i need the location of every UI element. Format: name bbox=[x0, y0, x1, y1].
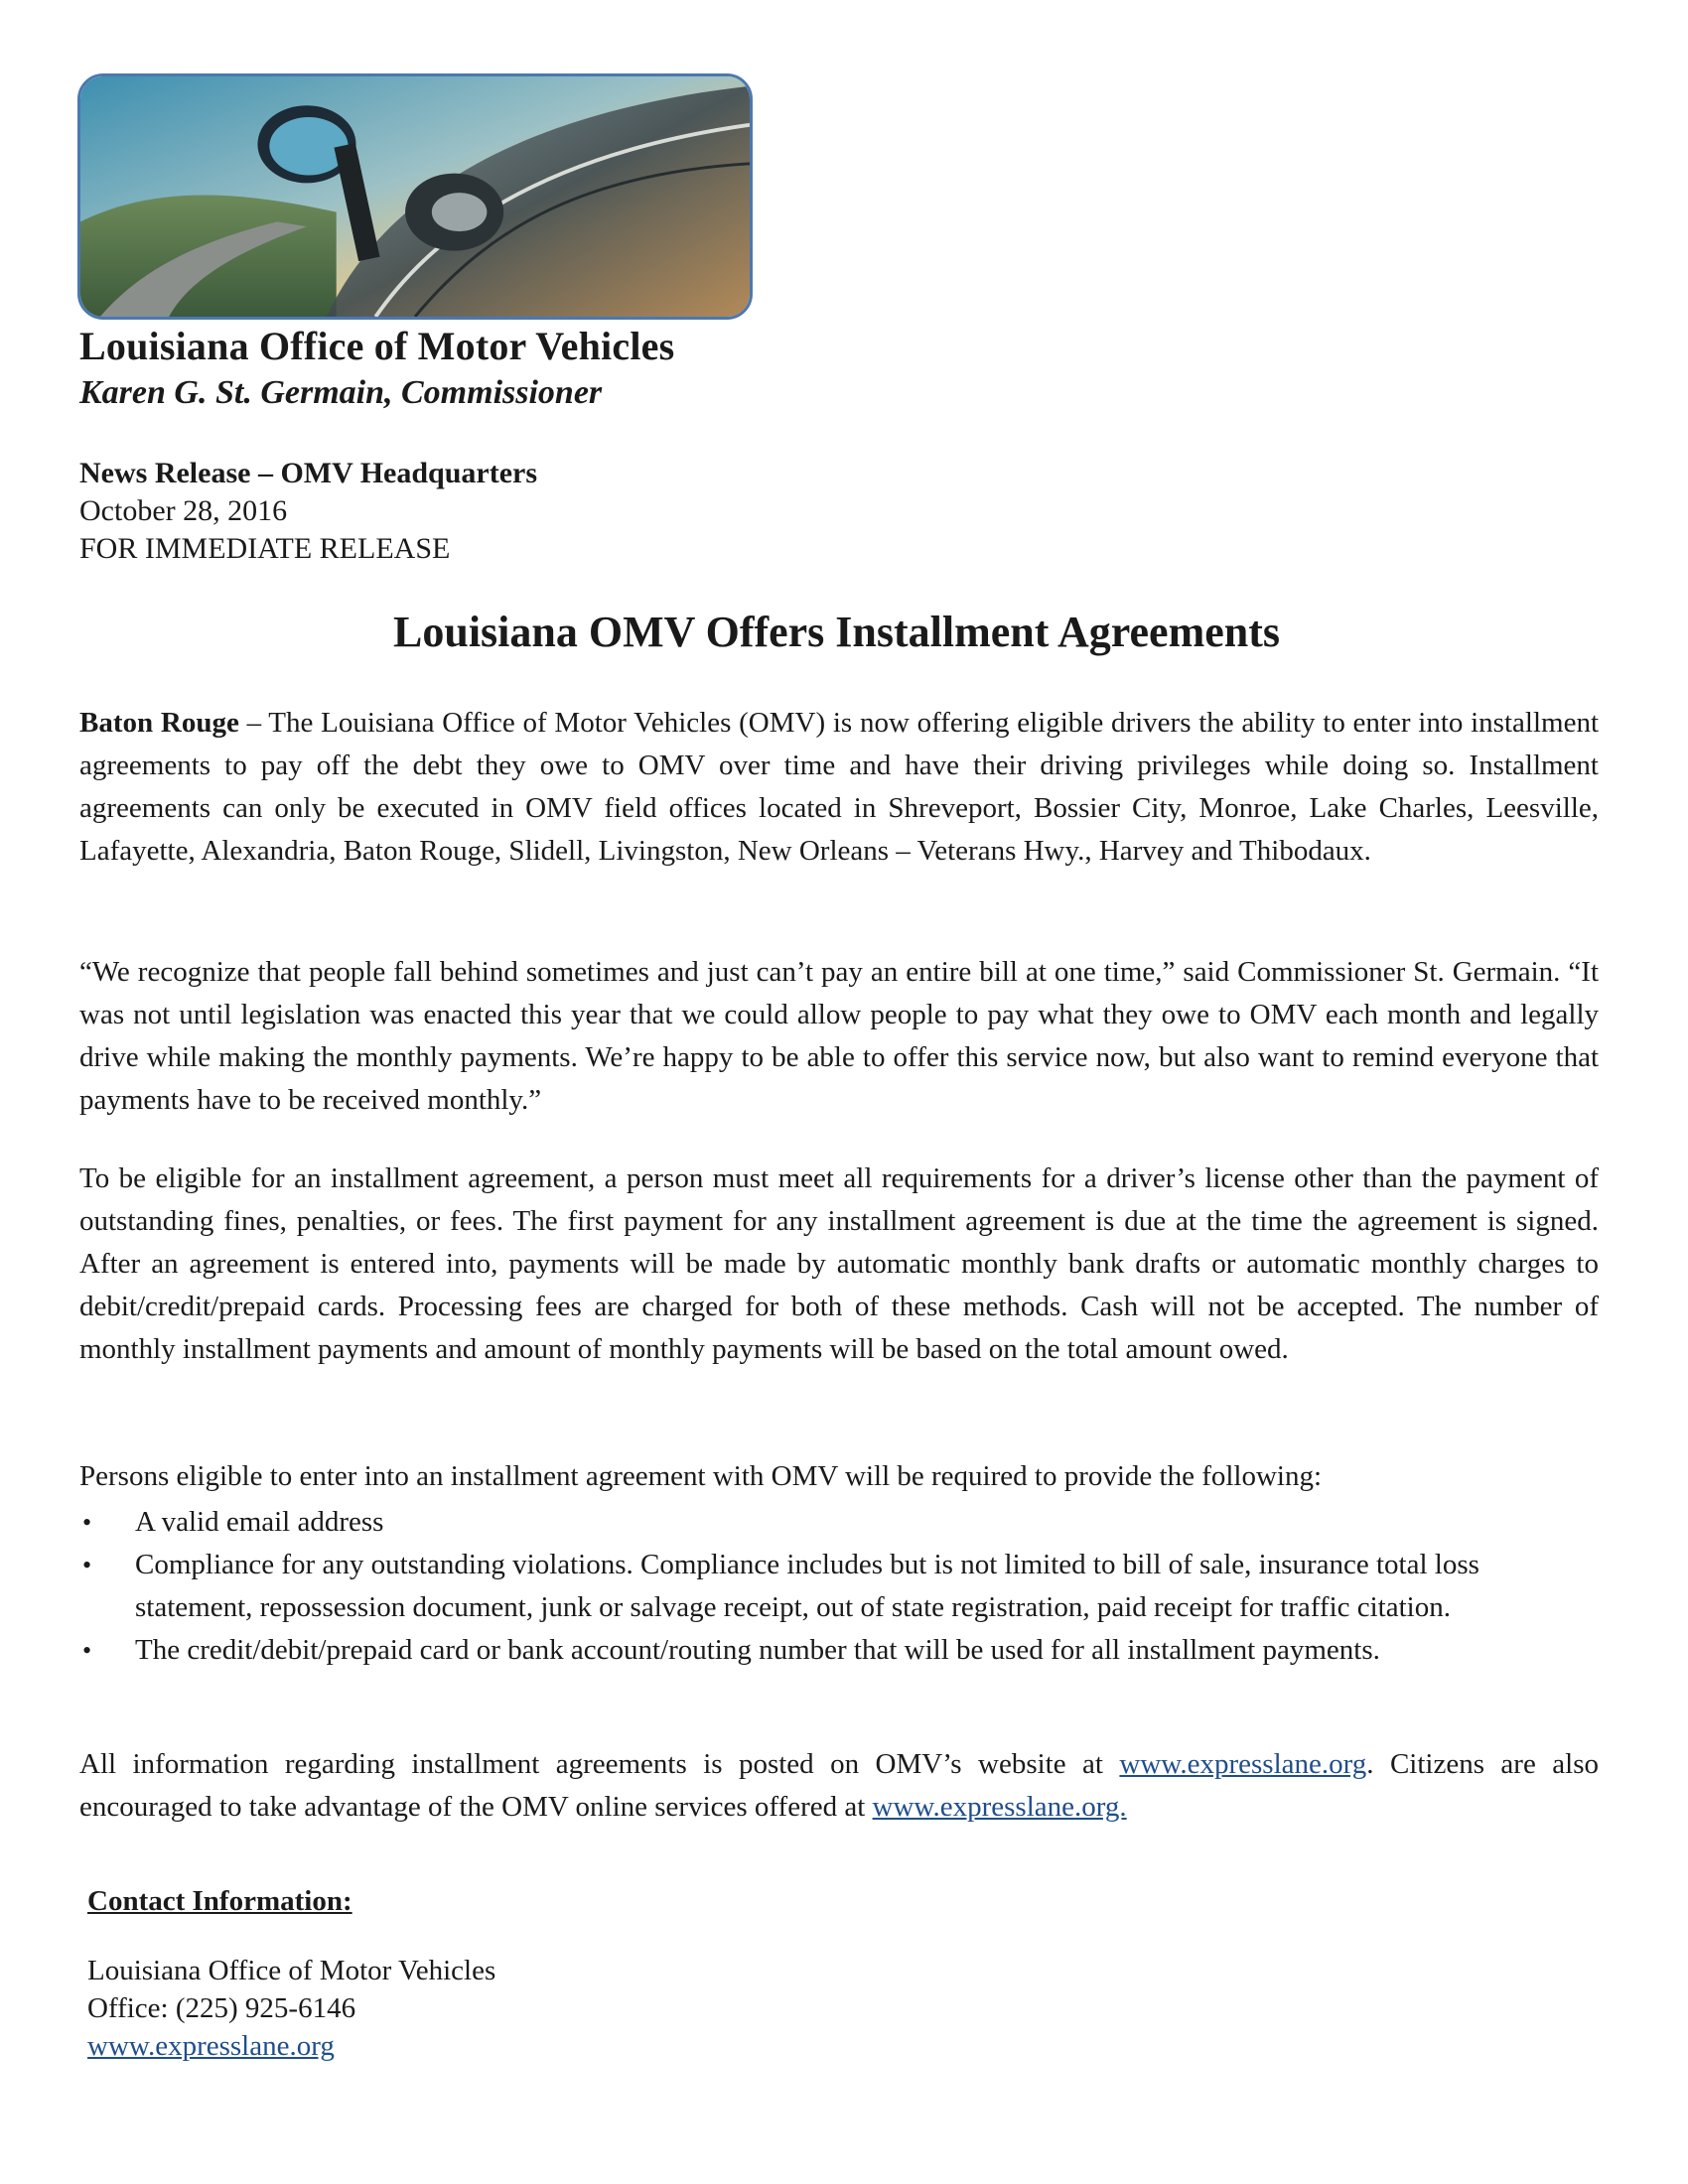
release-status: FOR IMMEDIATE RELEASE bbox=[79, 532, 451, 565]
release-date: October 28, 2016 bbox=[79, 494, 288, 527]
org-name: Louisiana Office of Motor Vehicles bbox=[79, 324, 675, 368]
requirements-list bbox=[79, 1501, 1599, 1672]
online-services-link[interactable]: www.expresslane.org. bbox=[872, 1791, 1127, 1823]
paragraph-intro bbox=[79, 702, 1599, 873]
list-item: • Compliance for any outstanding violations. Compliance includes but is not limited to bill of sale, insurance total loss statement, repossession document, junk or salvage receipt, out of state registration, paid receipt for traffic citation. bbox=[79, 1544, 1599, 1629]
release-label: News Release – OMV Headquarters bbox=[79, 457, 538, 489]
paragraph-eligibility: To be eligible for an installment agreement, a person must meet all requirements for a driver’s license other than the payment of outstanding fines, penalties, or fees. The first payment for any installment agreement is due at the time the agreement is signed. After an agreement is entered into, payments will be made by automatic monthly bank drafts or automatic monthly charges to debit/credit/prepaid cards. Processing fees are charged for both of these methods. Cash will not be accepted. The number of monthly installment payments and amount of monthly payments will be based on the total amount owed. bbox=[79, 1162, 1599, 1365]
list-item: • The credit/debit/prepaid card or bank account/routing number that will be used for all installment payments. bbox=[79, 1629, 1599, 1672]
contact-name: Louisiana Office of Motor Vehicles bbox=[87, 1955, 496, 1986]
release-meta bbox=[79, 455, 973, 568]
list-item: • A valid email address bbox=[79, 1501, 1599, 1544]
bullet-icon: • bbox=[82, 1508, 92, 1537]
website-link[interactable]: www.expresslane.org bbox=[1119, 1748, 1367, 1780]
paragraph-website: All information regarding installment agreements is posted on OMV’s website at www.expresslane.org. Citizens are also encouraged to take advantage of the OMV online services offered at www.expresslane.org. bbox=[79, 1748, 1599, 1823]
contact-phone: Office: (225) 925-6146 bbox=[87, 1992, 356, 2024]
commissioner-name: Karen G. St. Germain, Commissioner bbox=[79, 374, 603, 411]
headline: Louisiana OMV Offers Installment Agreements bbox=[393, 608, 1280, 656]
bullet-icon: • bbox=[82, 1551, 92, 1579]
paragraph-intro-text: – The Louisiana Office of Motor Vehicles (OMV) is now offering eligible drivers the ability to enter into installment agreements to pay off the debt they owe to OMV over time and have their driving privileges while doing so. Installment agreements can only be executed in OMV field offices located in Shreveport, Bossier City, Monroe, Lake Charles, Leesville, Lafayette, Alexandria, Baton Rouge, Slidell, Livingston, New Orleans – Veterans Hwy., Harvey and Thibodaux. bbox=[79, 707, 1599, 867]
paragraph-requirements-intro: Persons eligible to enter into an installment agreement with OMV will be required to provide the following: bbox=[79, 1460, 1323, 1492]
paragraph-quote: “We recognize that people fall behind sometimes and just can’t pay an entire bill at one time,” said Commissioner St. Germain. “It was not until legislation was enacted this year that we could allow people to pay what they owe to OMV each month and legally drive while making the monthly payments. We’re happy to be able to offer this service now, but also want to remind everyone that payments have to be received monthly.” bbox=[79, 956, 1599, 1116]
contact-website-link[interactable]: www.expresslane.org bbox=[87, 2030, 335, 2062]
contact-block bbox=[87, 1952, 495, 2065]
bullet-icon: • bbox=[82, 1636, 92, 1665]
contact-heading: Contact Information: bbox=[87, 1885, 352, 1917]
banner-image bbox=[77, 73, 753, 320]
car-mirror-photo-icon bbox=[80, 76, 750, 317]
dateline: Baton Rouge bbox=[79, 707, 239, 739]
